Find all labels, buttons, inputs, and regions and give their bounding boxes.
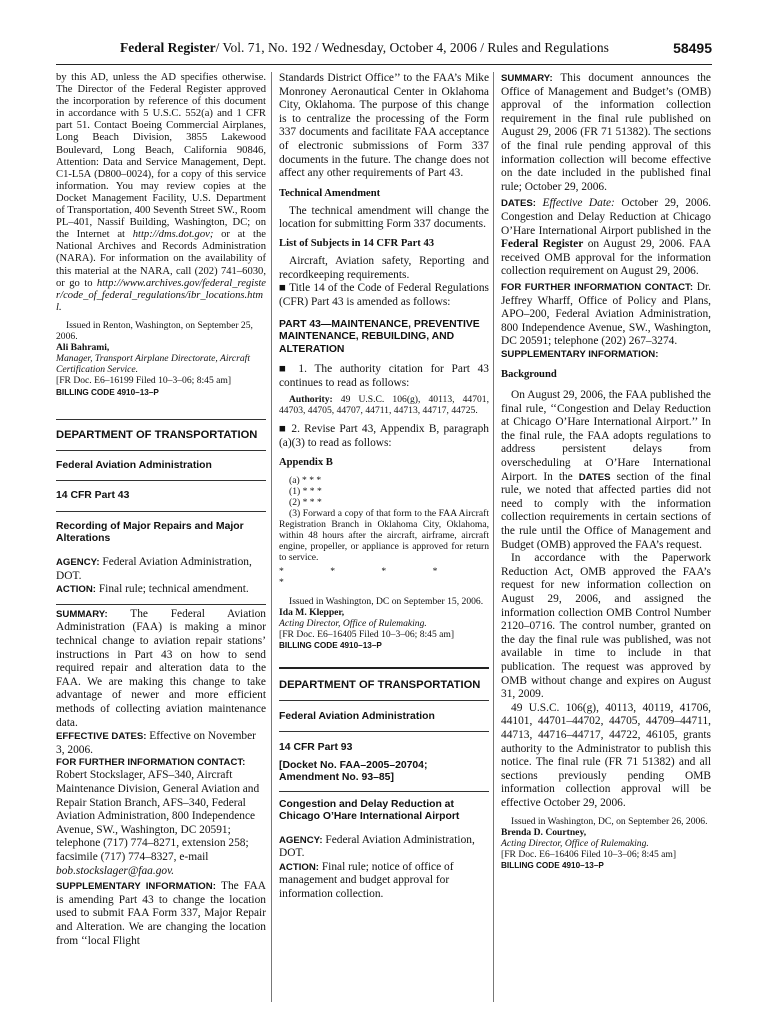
effective-dates: EFFECTIVE DATES: Effective on November 3, 2006.: [56, 730, 256, 756]
page-header: [56, 40, 712, 65]
fr-doc: [FR Doc. E6–16406 Filed 10–3–06; 8:45 am]: [501, 849, 677, 861]
divider: [56, 419, 266, 420]
signer-name: Ali Bahrami,: [56, 341, 110, 353]
journal-name: Federal Register: [120, 40, 216, 55]
divider: [56, 511, 266, 512]
page-number: 58495: [673, 40, 712, 56]
issued-statement: Issued in Renton, Washington, on September 25, 2006.: [56, 319, 253, 342]
fr-doc: [FR Doc. E6–16199 Filed 10–3–06; 8:45 am]: [56, 374, 232, 386]
para-1: (1) * * *: [289, 486, 322, 498]
contact-email[interactable]: bob.stockslager@faa.gov.: [56, 864, 175, 877]
item-1: ■ 1. The authority citation for Part 43 continues to read as follows:: [279, 363, 489, 389]
authority-citation: Authority: 49 U.S.C. 106(g), 40113, 44701, 44703, 44705, 44707, 44711, 44713, 44717, 44725.: [279, 394, 489, 417]
column-divider: [271, 72, 272, 1002]
department-heading: DEPARTMENT OF TRANSPORTATION: [56, 428, 258, 441]
dates-paragraph: DATES: Effective Date: October 29, 2006. Congestion and Delay Reduction at Chicago O’Hare International Airport published in the Federal Register on August 29, 2006. FAA received OMB approval for the information collection requirement on August 29, 2006.: [501, 197, 712, 278]
signer-name: Ida M. Klepper,: [279, 607, 345, 619]
divider: [279, 667, 489, 669]
cfr-heading: 14 CFR Part 93: [279, 742, 353, 754]
archives-link[interactable]: http://www.archives.gov/federal_register/code_of_federal_regulations/ibr_locations.html.: [56, 277, 266, 313]
column-divider: [493, 72, 494, 1002]
background-paragraph-2: In accordance with the Paperwork Reduction Act, OMB approved the FAA’s request for new information collection on August 29, 2006, and assigned the information collection OMB Control Number 2120–0716. The control number, granted on the day the final rule was published, was not available in time to include in that publication. The request was approved by OMB without change and expires on August 31, 2009.: [501, 552, 711, 701]
column-1: [56, 72, 266, 948]
appendix-heading: Appendix B: [279, 457, 333, 469]
contact-paragraph: FOR FURTHER INFORMATION CONTACT: Dr. Jeffrey Wharff, Office of Policy and Plans, APO–200, Federal Aviation Administration, 800 Independence Avenue, SW., Washington, DC 20591; telephone (202) 267–3274.: [501, 280, 711, 348]
incorporation-paragraph: by this AD, unless the AD specifies otherwise. The Director of the Federal Register approved the incorporation by reference of this document in accordance with 5 U.S.C. 552(a) and 1 CFR part 51. Contact Boeing Commercial Airplanes, Long Beach Division, 3855 Lakewood Boulevard, Long Beach, California 90846, Attention: Data and Service Management, Dept. C1-L5A (D800–0024), for a copy of this service information. You may review copies at the Docket Management Facility, U.S. Department of Transportation, 400 Seventh Street SW., Room PL–401, Nassif Building, Washington, DC; on the Internet at http://dms.dot.gov; or at the National Archives and Records Administration (NARA). For information on the availability of this material at the NARA, call (202) 741–6030, or go to http://www.archives.gov/federal_register/code_of_federal_regulations/ibr_locations.html.: [56, 72, 267, 313]
contact-paragraph: Robert Stockslager, AFS–340, Aircraft Maintenance Division, General Aviation and Repair Station Branch, AFS–340, Federal Aviation Administration, 800 Independence Avenue, SW., Washington, DC 20591; telephone (717) 774–8271, extension 258; facsimile (717) 774–8327, e-mail bob.stockslager@faa.gov.: [56, 769, 260, 877]
subjects-heading: List of Subjects in 14 CFR Part 43: [279, 238, 435, 250]
technical-amendment-text: The technical amendment will change the location for submitting Form 337 documents.: [279, 204, 489, 231]
issued-statement: Issued in Washington, DC on September 15, 2006.: [289, 596, 484, 608]
signer-title: Acting Director, Office of Rulemaking.: [279, 618, 427, 630]
issue-details: / Vol. 71, No. 192 / Wednesday, October 4, 2006 / Rules and Regulations: [215, 40, 609, 55]
background-paragraph-3: 49 U.S.C. 106(g), 40113, 40119, 41706, 44101, 44701–44702, 44705, 44709–44711, 44713, 44716–44717, 44722, 46105, grants authority to the Administrator to publish this notice. The final rule (FR 71 51382) and all sections previously pending OMB information collection approval will be effective October 29, 2006.: [501, 701, 711, 809]
para-3: (3) Forward a copy of that form to the FAA Aircraft Registration Branch in Oklahoma City, Oklahoma, within 48 hours after the aircraft, airframe, aircraft engine, propeller, or appliance is approved for return to service.: [279, 508, 489, 564]
divider: [56, 480, 266, 481]
fr-doc: [FR Doc. E6–16405 Filed 10–3–06; 8:45 am]: [279, 629, 455, 641]
dot-link[interactable]: http://dms.dot.gov;: [132, 229, 214, 241]
document-title: Congestion and Delay Reduction at Chicago O’Hare International Airport: [279, 798, 460, 823]
technical-amendment-heading: Technical Amendment: [279, 187, 381, 199]
supplementary-label: SUPPLEMENTARY INFORMATION:: [501, 348, 659, 360]
divider: [279, 791, 489, 792]
billing-code: BILLING CODE 4910–13–P: [501, 861, 604, 871]
department-heading: DEPARTMENT OF TRANSPORTATION: [279, 678, 481, 691]
issued-statement: Issued in Washington, DC, on September 26, 2006.: [511, 816, 708, 828]
agency-heading: Federal Aviation Administration: [279, 710, 435, 722]
summary-paragraph: SUMMARY: This document announces the Office of Management and Budget’s (OMB) approval of the information collection requirement in the final rule published on August 29, 2006 (FR 71 51382). The sections of the final rule pending approval of this information collection will become effective on the date included in the published final rule; October 29, 2006.: [501, 72, 711, 193]
running-head: [120, 40, 609, 56]
divider: [279, 700, 489, 701]
column-2: [279, 72, 489, 902]
billing-code: BILLING CODE 4910–13–P: [56, 387, 159, 397]
action-line: ACTION: Final rule; technical amendment.: [56, 583, 249, 596]
background-paragraph-1: On August 29, 2006, the FAA published the final rule, ‘‘Congestion and Delay Reduction at Chicago O’Hare International Airport.’’ In the final rule, the FAA adopts regulations to address persistent delays from overscheduling at O’Hare International Airport. In the DATES section of the final rule, we noted that affected parties did not need to comply with the information collection requirements in certain sections of the rule until the Office of Management and Budget (OMB) approved the FAA’s request.: [501, 389, 712, 551]
para-a: (a) * * *: [289, 475, 322, 487]
document-title: Recording of Major Repairs and Major Alterations: [56, 520, 244, 545]
action-line: ACTION: Final rule; notice of office of management and budget approval for information collection.: [279, 860, 454, 900]
billing-code: BILLING CODE 4910–13–P: [279, 641, 382, 651]
para-2: (2) * * *: [289, 497, 322, 509]
subjects-text: Aircraft, Aviation safety, Reporting and recordkeeping requirements.: [279, 255, 489, 281]
amendatory-instruction: ■ Title 14 of the Code of Federal Regulations (CFR) Part 43 is amended as follows:: [279, 282, 489, 308]
supplementary-paragraph: SUPPLEMENTARY INFORMATION: The FAA is amending Part 43 to change the location used to submit FAA Form 337, Major Repair and Alteration. We are changing the location from ‘‘local Flight: [56, 880, 266, 947]
part-heading: PART 43—MAINTENANCE, PREVENTIVE MAINTENANCE, REBUILDING, AND ALTERATION: [279, 318, 480, 355]
background-heading: Background: [501, 368, 557, 380]
agency-line: AGENCY: Federal Aviation Administration, DOT.: [56, 555, 252, 582]
docket-number: [Docket No. FAA–2005–20704; Amendment No. 93–85]: [279, 759, 428, 784]
omission-stars: * * * * *: [279, 566, 460, 589]
divider: [56, 450, 266, 451]
divider: [56, 604, 266, 605]
summary-paragraph: SUMMARY: The Federal Aviation Administration (FAA) is making a minor technical change to aviation repair stations’ instructions in Part 43 on how to send required repair and alteration data to the FAA. We are making this change to take advantage of newer and more efficient methods of collecting aviation maintenance data.: [56, 607, 266, 729]
signer-title: Acting Director, Office of Rulemaking.: [501, 838, 649, 850]
agency-line: AGENCY: Federal Aviation Administration, DOT.: [279, 833, 475, 860]
cfr-heading: 14 CFR Part 43: [56, 490, 130, 502]
agency-heading: Federal Aviation Administration: [56, 459, 212, 471]
item-2: ■ 2. Revise Part 43, Appendix B, paragraph (a)(3) to read as follows:: [279, 423, 489, 449]
signer-title: Manager, Transport Airplane Directorate, Aircraft Certification Service.: [56, 352, 251, 375]
signer-name: Brenda D. Courtney,: [501, 827, 587, 839]
contact-label: FOR FURTHER INFORMATION CONTACT:: [56, 757, 246, 769]
purpose-paragraph: Standards District Office’’ to the FAA’s Mike Monroney Aeronautical Center in Oklahoma City, Oklahoma. The purpose of this change is to centralize the processing of the Form 337 documents and facilitate FAA acceptance of electronic submissions of Form 337 documents in the future. The change does not affect any other requirements of Part 43.: [279, 72, 489, 180]
column-3: [501, 72, 711, 873]
divider: [279, 731, 489, 732]
